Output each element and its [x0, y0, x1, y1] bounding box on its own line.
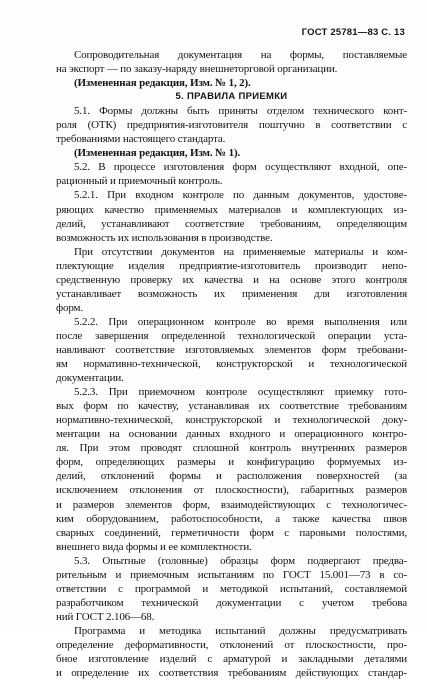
text-line: 5.2.3. При приемочном контроле осуществляют приемку гото-: [74, 386, 407, 399]
text-line: требованиями настоящего стандарта.: [56, 133, 226, 146]
text-line: документации.: [56, 372, 124, 385]
text-line: разработчиком технической документации с учетом требова: [56, 596, 407, 609]
text-line: плектующие изделия предприятие-изготовитель производит непо-: [56, 259, 407, 272]
text-line: навливают соответствие изготовляемых элементов форм требовани-: [56, 343, 407, 356]
text-line: внешнего вида формы и ее комплектности.: [56, 540, 252, 553]
text-line: делий, устанавливают соответствие требованиям, определяющим: [56, 217, 407, 230]
text-line: Программа и методика испытаний должны предусматривать: [74, 624, 407, 637]
revision-note: (Измененная редакция, Изм. № 1, 2).: [74, 77, 251, 90]
text-line: устанавливает возможность их применения для изготовления: [56, 287, 407, 300]
text-line: ким оборудованием, работоспособности, а также качества швов: [56, 512, 407, 525]
text-line: после завершения определенной технологической операции уста-: [56, 329, 407, 342]
text-line: сварных соединений, герметичности форм с паровыми полостями,: [56, 526, 407, 539]
text-line: 5.2.1. При входном контроле по данным документов, удостове-: [74, 189, 407, 202]
text-line: ний ГОСТ 2.106—68.: [56, 610, 155, 623]
text-line: роля (ОТК) предприятия-изготовителя поштучно в соответствии с: [56, 119, 407, 132]
text-line: вых форм по качеству, устанавливая их соответствие требованиям: [56, 400, 407, 413]
document-body: [56, 48, 407, 680]
text-line: 5.2. В процессе изготовления форм осуществляют входной, опе-: [74, 161, 407, 174]
page-header: ГОСТ 25781—83 С. 13: [301, 27, 405, 38]
text-line: на экспорт — по заказу-наряду внешнеторговой организации.: [56, 63, 338, 76]
section-heading: 5. ПРАВИЛА ПРИЕМКИ: [175, 91, 288, 103]
text-line: 5.3. Опытные (головные) образцы форм подвергают предва-: [74, 554, 407, 567]
text-line: возможность их использования в производстве.: [56, 231, 273, 244]
text-line: и определение их соответствия требованиям действующих стандар-: [56, 667, 407, 680]
text-line: Сопроводительная документация на формы, поставляемые: [74, 49, 407, 61]
text-line: рительным и приемочным испытаниям по ГОСТ 15.001—73 в со-: [56, 568, 407, 581]
revision-note: (Измененная редакция, Изм. № 1).: [74, 147, 241, 160]
text-line: ментации на основании данных входного и операционного контро-: [56, 428, 407, 441]
text-line: ответствии с программой и методикой испытаний, составляемой: [56, 582, 407, 595]
text-line: бное изготовление изделий с арматурой и закладными деталями: [56, 653, 407, 666]
text-line: При отсутствии документов на применяемые материалы и ком-: [74, 245, 407, 258]
text-line: форм.: [56, 301, 83, 314]
text-line: форм, определяющих размеры и конфигурацию формуемых из-: [56, 456, 407, 469]
text-line: ям нормативно-технической, конструкторской и технологической: [56, 358, 407, 371]
text-line: рационный и приемочный контроль.: [56, 175, 223, 188]
text-line: определение деформативности, отклонений от плоскостности, про-: [56, 638, 407, 651]
text-line: 5.1. Формы должны быть приняты отделом технического конт-: [74, 105, 407, 118]
text-line: нормативно-технической, конструкторской и технологической доку-: [56, 414, 407, 427]
text-line: ряющих качество применяемых материалов и комплектующих из-: [56, 203, 407, 216]
text-line: делий, отклонений формы и расположения поверхностей (за: [56, 470, 407, 483]
text-line: исключением отклонения от плоскостности), габаритных размеров: [56, 484, 407, 497]
text-line: ля. При этом проводят сплошной контроль внутренних размеров: [56, 442, 407, 455]
text-line: и размеров элементов форм, взаимодействующих с технологичес-: [56, 498, 407, 511]
text-line: средственную проверку их качества и на основе этого контроля: [56, 273, 407, 286]
text-line: 5.2.2. При операционном контроле во время выполнения или: [74, 315, 407, 328]
